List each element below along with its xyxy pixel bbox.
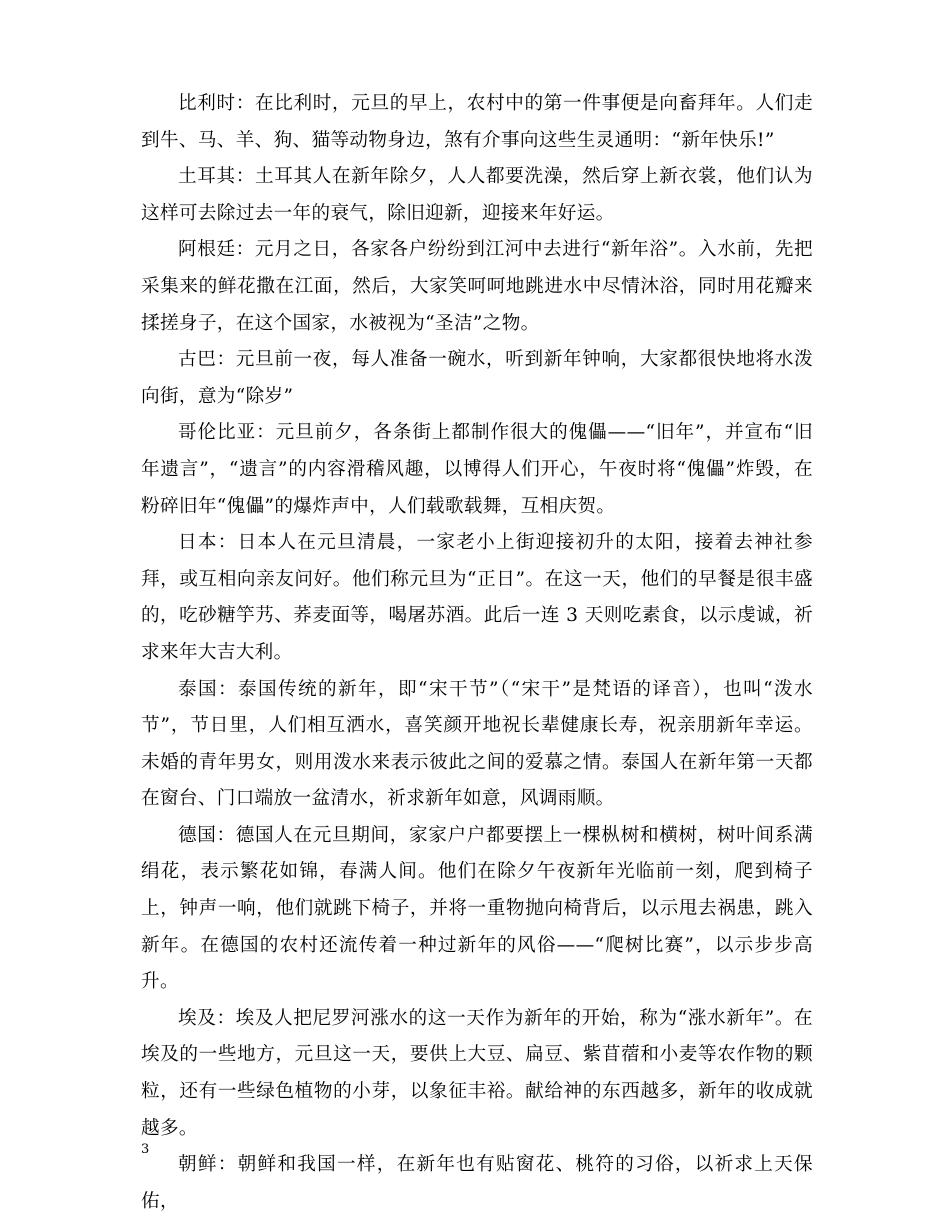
paragraph-germany: 德国：德国人在元旦期间，家家户户都要摆上一棵枞树和横树，树叶间系满绢花，表示繁花如锦，春满人间。他们在除夕午夜新年光临前一刻，爬到椅子上，钟声一响，他们就跳下椅子，并将一重物抛向椅背后，以示甩去祸患，跳入新年。在德国的农村还流传着一种过新年的风俗——“爬树比赛”，以示步步高升。 xyxy=(141,824,813,993)
page-number: 3 xyxy=(141,1142,150,1157)
paragraph-egypt: 埃及：埃及人把尼罗河涨水的这一天作为新年的开始，称为“涨水新年”。在埃及的一些地方，元旦这一天，要供上大豆、扁豆、紫苜蓿和小麦等农作物的颗粒，还有一些绿色植物的小芽，以象征丰裕。献给神的东西越多，新年的收成就越多。 xyxy=(141,1007,813,1139)
paragraph-turkey: 土耳其：土耳其人在新年除夕，人人都要洗澡，然后穿上新衣裳，他们认为这样可去除过去一年的衰气，除旧迎新，迎接来年好运。 xyxy=(141,166,813,224)
paragraph-japan: 日本：日本人在元旦清晨，一家老小上街迎接初升的太阳，接着去神社参拜，或互相向亲友问好。他们称元旦为“正日”。在这一天，他们的早餐是很丰盛的，吃砂糖竽艿、荞麦面等，喝屠苏酒。此后一连 3 天则吃素食，以示虔诚，祈求来年大吉大利。 xyxy=(141,532,813,663)
paragraph-cuba: 古巴：元旦前一夜，每人准备一碗水，听到新年钟响，大家都很快地将水泼向街，意为“除岁” xyxy=(141,349,813,407)
paragraph-colombia: 哥伦比亚：元旦前夕，各条街上都制作很大的傀儡——“旧年”，并宣布“旧年遗言”，“遗言”的内容滑稽风趣，以博得人们开心，午夜时将“傀儡”炸毁，在粉碎旧年“傀儡”的爆炸声中，人们载歌载舞，互相庆贺。 xyxy=(141,422,813,517)
paragraph-korea: 朝鲜：朝鲜和我国一样，在新年也有贴窗花、桃符的习俗，以祈求上天保佑， xyxy=(141,1154,813,1212)
paragraph-thailand: 泰国：泰国传统的新年，即“宋干节”（“宋干”是梵语的译音），也叫“泼水节”，节日里，人们相互洒水，喜笑颜开地祝长辈健康长寿，祝亲朋新年幸运。未婚的青年男女，则用泼水来表示彼此之间的爱慕之情。泰国人在新年第一天都在窗台、门口端放一盆清水，祈求新年如意，风调雨顺。 xyxy=(141,678,813,810)
paragraph-belgium: 比利时：在比利时，元旦的早上，农村中的第一件事便是向畜拜年。人们走到牛、马、羊、狗、猫等动物身边，煞有介事向这些生灵通明：“新年快乐!” xyxy=(141,93,813,151)
paragraph-argentina: 阿根廷：元月之日，各家各户纷纷到江河中去进行“新年浴”。入水前，先把采集来的鲜花撒在江面，然后，大家笑呵呵地跳进水中尽情沐浴，同时用花瓣来揉搓身子，在这个国家，水被视为“圣洁”之物。 xyxy=(141,239,813,334)
document-body xyxy=(141,86,813,1220)
